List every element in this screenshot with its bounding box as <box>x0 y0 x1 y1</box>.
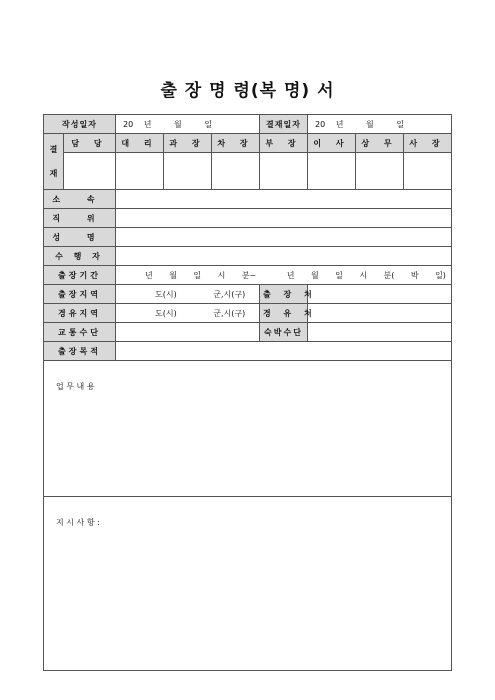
write-date-field[interactable]: 20 년 월 일 <box>116 115 260 134</box>
lodging-field[interactable] <box>308 323 452 342</box>
approval-header-row <box>44 134 452 153</box>
role-staff: 담 당 <box>64 134 116 153</box>
page-title: 출 장 명 령(복 명) 서 <box>160 81 335 101</box>
department-field[interactable] <box>116 190 452 209</box>
role-director: 이 사 <box>308 134 356 153</box>
sign-box-director[interactable] <box>308 153 356 190</box>
via-place-field[interactable] <box>308 304 452 323</box>
via-field[interactable]: 도(시) 군,시(구) <box>116 304 260 323</box>
approval-date-label: 결재일자 <box>260 115 308 134</box>
work-content-area[interactable] <box>44 361 452 497</box>
role-deputy-manager: 차 장 <box>212 134 260 153</box>
transport-field[interactable] <box>116 323 260 342</box>
role-department-head: 부 장 <box>260 134 308 153</box>
date-row <box>44 115 452 134</box>
role-president: 사 장 <box>404 134 452 153</box>
purpose-field[interactable] <box>116 342 452 361</box>
lodging-label: 숙박수단 <box>260 323 308 342</box>
role-managing-director: 상 무 <box>356 134 404 153</box>
approval-sign-row <box>44 153 452 190</box>
instructions-label: 지 시 사 항 : <box>56 518 100 527</box>
business-trip-form <box>43 114 452 671</box>
sign-box-department-head[interactable] <box>260 153 308 190</box>
place-field[interactable] <box>308 285 452 304</box>
sign-box-managing-director[interactable] <box>356 153 404 190</box>
period-label: 출장기간 <box>44 266 116 285</box>
work-content-label: 업 무 내 용 <box>56 382 95 391</box>
sign-box-section-chief[interactable] <box>164 153 212 190</box>
sign-box-staff[interactable] <box>64 153 116 190</box>
sign-box-president[interactable] <box>404 153 452 190</box>
purpose-label: 출장목적 <box>44 342 116 361</box>
instructions-area[interactable] <box>44 497 452 671</box>
write-date-label: 작성일자 <box>44 115 116 134</box>
place-label: 출 장 처 <box>260 285 308 304</box>
region-field[interactable]: 도(시) 군,시(구) <box>116 285 260 304</box>
companion-field[interactable] <box>116 247 452 266</box>
position-field[interactable] <box>116 209 452 228</box>
period-field[interactable]: 년 월 일 시 분~ 년 월 일 시 분( 박 일) <box>116 266 452 285</box>
via-label: 경유지역 <box>44 304 116 323</box>
sign-box-assistant-manager[interactable] <box>116 153 164 190</box>
region-label: 출장지역 <box>44 285 116 304</box>
via-place-label: 경 유 처 <box>260 304 308 323</box>
role-section-chief: 과 장 <box>164 134 212 153</box>
name-field[interactable] <box>116 228 452 247</box>
companion-label: 수 행 자 <box>44 247 116 266</box>
department-label: 소 속 <box>44 190 116 209</box>
transport-label: 교통수단 <box>44 323 116 342</box>
sign-box-deputy-manager[interactable] <box>212 153 260 190</box>
name-label: 성 명 <box>44 228 116 247</box>
approval-date-field[interactable]: 20 년 월 일 <box>308 115 452 134</box>
role-assistant-manager: 대 리 <box>116 134 164 153</box>
approval-side-label: 결 재 <box>44 134 64 190</box>
position-label: 직 위 <box>44 209 116 228</box>
